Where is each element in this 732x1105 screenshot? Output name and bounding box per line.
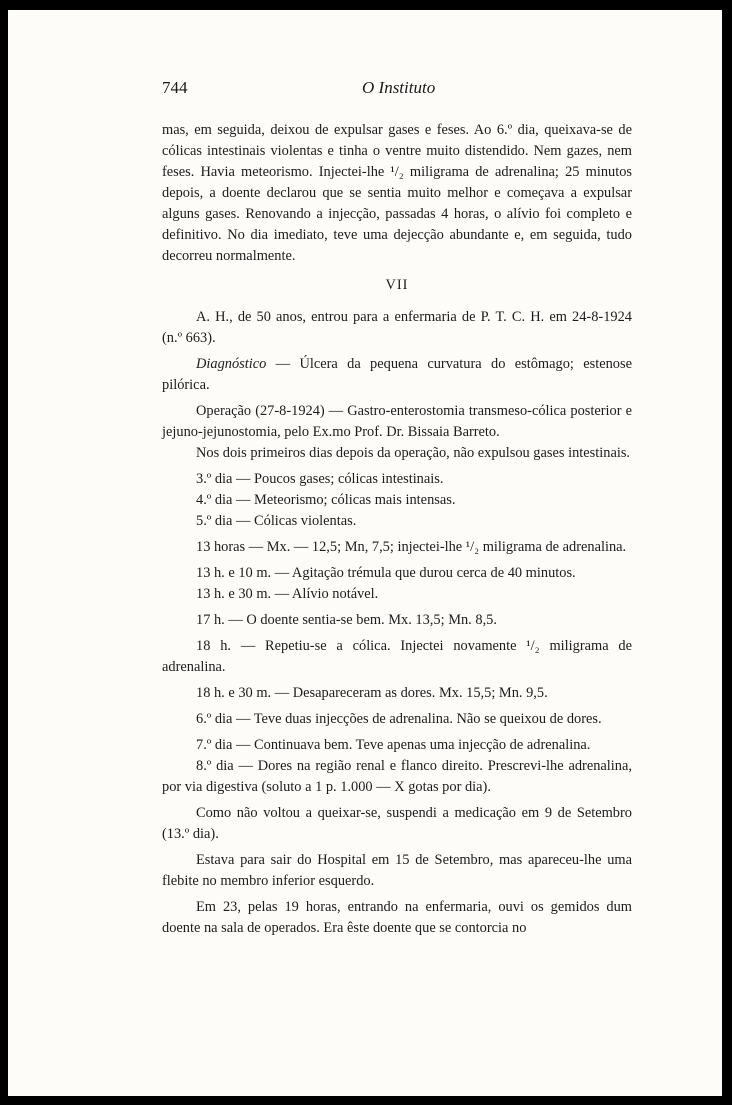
log-entry: 18 h. — Repetiu-se a cólica. Injectei novamente ¹/₂ miligrama de adrenalina. bbox=[162, 638, 632, 675]
diagnosis bbox=[162, 354, 632, 396]
log-entry: 13 h. e 10 m. — Agitação trémula que durou cerca de 40 minutos. bbox=[196, 565, 576, 581]
log-entry: 6.º dia — Teve duas injecções de adrenalina. Não se queixou de dores. bbox=[196, 711, 602, 727]
paragraph: mas, em seguida, deixou de expulsar gases e feses. Ao 6.º dia, queixava-se de cólicas intestinais violentas e tinha o ventre muito distendido. Nem gazes, nem feses. Havia meteorismo. Injectei-lhe ¹/₂ miligrama de adrenalina; 25 minutos depois, a doente declarou que se sentia muito melhor e começava a expulsar alguns gases. Renovando a injecção, passadas 4 horas, o alívio foi completo e definitivo. No dia imediato, teve uma dejecção abundante e, em seguida, tudo decorreu normalmente. bbox=[162, 122, 632, 264]
log-entry: 7.º dia — Continuava bem. Teve apenas uma injecção de adrenalina. bbox=[196, 737, 591, 753]
case-intro: A. H., de 50 anos, entrou para a enfermaria de P. T. C. H. em 24-8-1924 (n.º 663). bbox=[162, 309, 632, 346]
log-entry: 3.º dia — Poucos gases; cólicas intestinais. bbox=[196, 471, 444, 487]
log-entry: 13 horas — Mx. — 12,5; Mn, 7,5; injectei-lhe ¹/₂ miligrama de adrenalina. bbox=[196, 539, 627, 555]
operation: Operação (27-8-1924) — Gastro-enterostomia transmeso-cólica posterior e jejuno-jejunostomia, pelo Ex.mo Prof. Dr. Bissaia Barreto. bbox=[162, 403, 632, 440]
log-entry: Em 23, pelas 19 horas, entrando na enfermaria, ouvi os gemidos dum doente na sala de operados. Era êste doente que se contorcia no bbox=[162, 899, 632, 936]
journal-title: O Instituto bbox=[362, 78, 436, 97]
log-entry: Estava para sair do Hospital em 15 de Setembro, mas apareceu-lhe uma flebite no membro inferior esquerdo. bbox=[162, 852, 632, 889]
page-number: 744 bbox=[162, 78, 188, 97]
section-heading: VII bbox=[385, 277, 409, 293]
first-days: Nos dois primeiros dias depois da operação, não expulsou gases intestinais. bbox=[196, 445, 631, 461]
log-entry: 18 h. e 30 m. — Desapareceram as dores. Mx. 15,5; Mn. 9,5. bbox=[196, 685, 548, 701]
log-entry: 8.º dia — Dores na região renal e flanco direito. Prescrevi-lhe adrenalina, por via digestiva (soluto a 1 p. 1.000 — X gotas por dia). bbox=[162, 758, 632, 795]
book-page bbox=[8, 10, 722, 1096]
log-entry: 5.º dia — Cólicas violentas. bbox=[196, 513, 357, 529]
diagnosis-label: Diagnóstico bbox=[196, 356, 267, 372]
diagnosis-text: — Úlcera da pequena curvatura do estômago; estenose pilórica. bbox=[162, 356, 632, 393]
log-entry: Como não voltou a queixar-se, suspendi a medicação em 9 de Setembro (13.º dia). bbox=[162, 805, 632, 842]
log-entry: 17 h. — O doente sentia-se bem. Mx. 13,5; Mn. 8,5. bbox=[196, 612, 497, 628]
body-text bbox=[162, 120, 632, 939]
log-entry: 4.º dia — Meteorismo; cólicas mais intensas. bbox=[196, 492, 456, 508]
log-entry: 13 h. e 30 m. — Alívio notável. bbox=[196, 586, 379, 602]
